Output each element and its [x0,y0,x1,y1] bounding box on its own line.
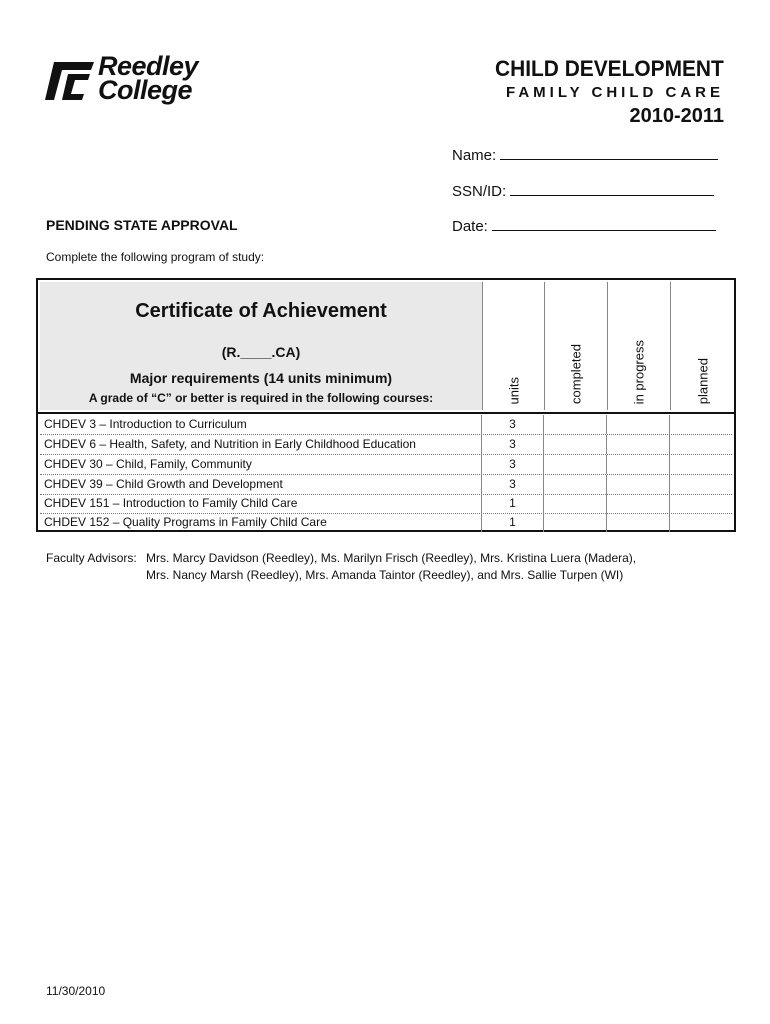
column-header-planned: planned [695,357,710,404]
course-name: CHDEV 30 – Child, Family, Community [40,455,482,474]
date-label: Date: [452,218,488,235]
course-name: CHDEV 152 – Quality Programs in Family Child Care [40,513,482,532]
in-progress-checkbox[interactable] [607,494,670,513]
advisors-label: Faculty Advisors: [46,551,137,565]
table-row [40,475,732,495]
course-name: CHDEV 39 – Child Growth and Development [40,475,482,494]
table-row [40,415,732,435]
completed-checkbox[interactable] [544,494,607,513]
course-table [36,278,736,532]
column-header-units: units [483,282,545,410]
table-row [40,435,732,455]
planned-checkbox[interactable] [670,475,734,494]
course-name: CHDEV 6 – Health, Safety, and Nutrition in Early Childhood Education [40,435,482,454]
table-row [40,494,732,514]
certificate-code: (R.____.CA) [221,344,301,360]
completed-checkbox[interactable] [544,435,607,454]
course-units: 3 [482,475,544,494]
major-requirements: Major requirements (14 units minimum) [129,370,393,386]
certificate-title: Certificate of Achievement [135,300,387,322]
document-title-block [483,56,724,128]
course-units: 3 [482,415,544,434]
certificate-header [40,282,483,410]
course-units: 1 [482,494,544,513]
in-progress-checkbox[interactable] [607,513,670,532]
program-year: 2010-2011 [629,105,724,127]
completed-checkbox[interactable] [544,475,607,494]
ssn-input-line[interactable] [510,181,714,196]
completed-checkbox[interactable] [544,513,607,532]
advisors-names: Mrs. Marcy Davidson (Reedley), Ms. Marilyn Frisch (Reedley), Mrs. Kristina Luera (Madera), Mrs. Nancy Marsh (Reedley), Mrs. Amanda Taintor (Reedley), and Mrs. Sallie Turpen (WI) [146,551,637,582]
in-progress-checkbox[interactable] [607,455,670,474]
program-subtitle: FAMILY CHILD CARE [505,84,724,101]
name-label: Name: [452,147,497,164]
in-progress-checkbox[interactable] [607,435,670,454]
course-units: 3 [482,455,544,474]
planned-checkbox[interactable] [670,455,734,474]
column-header-in-progress: in progress [608,282,671,410]
pending-approval-note: PENDING STATE APPROVAL [46,217,238,233]
course-units: 1 [482,513,544,532]
instruction-text: Complete the following program of study: [46,250,265,264]
grade-requirement-note: A grade of “C” or better is required in the following courses: [88,391,434,405]
ssn-label: SSN/ID: [452,183,507,200]
footer-date: 11/30/2010 [46,984,106,998]
logo-wordmark: Reedley College [98,51,199,105]
table-row [40,455,732,475]
completed-checkbox[interactable] [544,415,607,434]
in-progress-checkbox[interactable] [607,475,670,494]
course-units: 3 [482,435,544,454]
course-name: CHDEV 151 – Introduction to Family Child Care [40,494,482,513]
date-field [452,216,716,235]
planned-checkbox[interactable] [670,494,734,513]
planned-checkbox[interactable] [670,435,734,454]
header-divider [38,412,734,414]
name-input-line[interactable] [500,145,718,160]
planned-checkbox[interactable] [670,513,734,532]
planned-checkbox[interactable] [670,415,734,434]
table-row [40,513,732,532]
name-field [452,145,718,164]
college-logo-mark-icon [44,58,96,104]
faculty-advisors [46,550,636,584]
date-input-line[interactable] [492,216,716,231]
program-title: CHILD DEVELOPMENT [495,56,724,81]
column-header-completed: completed [545,282,608,410]
completed-checkbox[interactable] [544,455,607,474]
reedley-college-logo [44,51,234,106]
course-name: CHDEV 3 – Introduction to Curriculum [40,415,482,434]
in-progress-checkbox[interactable] [607,415,670,434]
ssn-field [452,181,714,200]
